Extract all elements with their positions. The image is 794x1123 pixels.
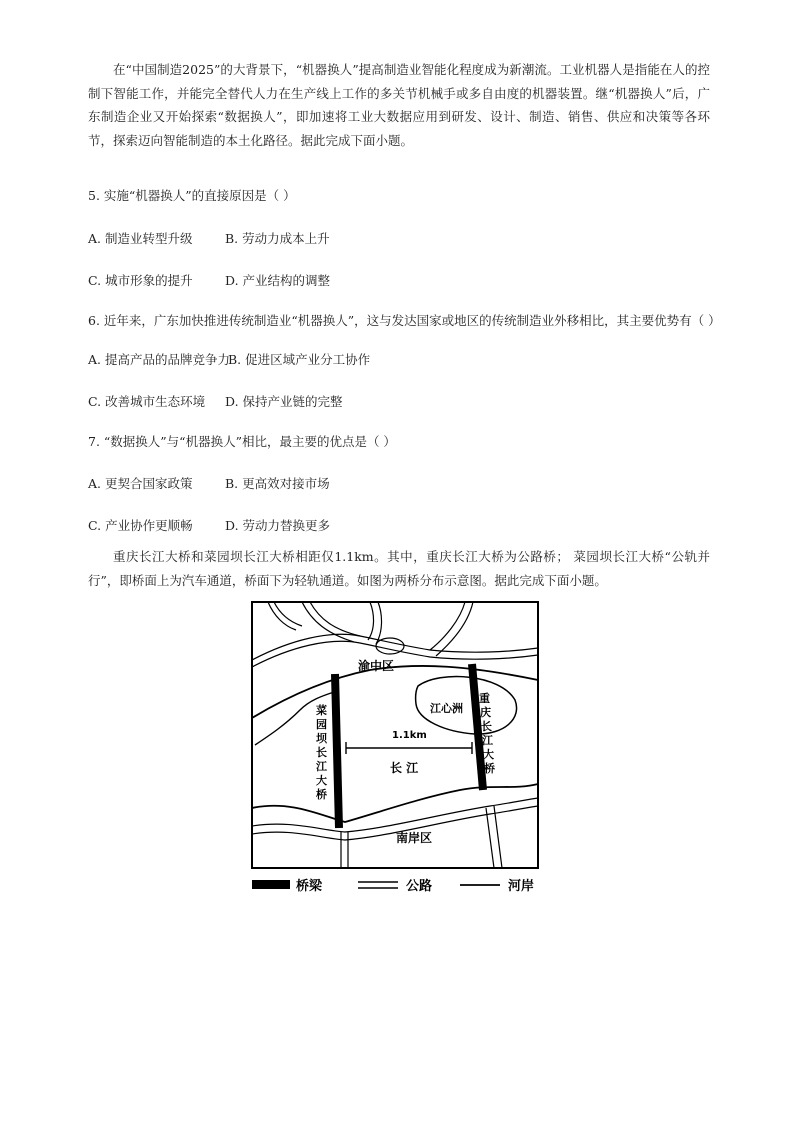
legend-bridge-swatch: [252, 880, 290, 889]
question-7-option-c: C. 产业协作更顺畅: [88, 518, 193, 533]
svg-text:江: 江: [316, 760, 327, 773]
legend-bank-label: 河岸: [508, 879, 535, 894]
svg-text:长: 长: [316, 746, 327, 759]
svg-text:菜: 菜: [316, 704, 327, 717]
svg-text:坝: 坝: [316, 732, 327, 745]
question-6-option-b: B. 促进区域产业分工协作: [228, 352, 371, 367]
legend-road-label: 公路: [406, 879, 433, 894]
question-6-option-c: C. 改善城市生态环境: [88, 394, 206, 409]
label-yuzhong: 渝中区: [358, 659, 395, 673]
label-river: 长 江: [390, 761, 419, 775]
svg-text:庆: 庆: [480, 706, 491, 719]
question-7-option-a: A. 更契合国家政策: [88, 476, 193, 491]
question-7-option-b: B. 更高效对接市场: [225, 476, 330, 491]
intro-paragraph-1: 在“中国制造2025”的大背景下，“机器换人”提高制造业智能化程度成为新潮流。工业机器人是指能在人的控制下智能工作，并能完全替代人力在生产线上工作的多关节机械手或多自由度的机器装置。继“机器换人”后，广东制造企业又开始探索“数据换人”，即加速将工业大数据应用到研发、设计、制造、销售、供应和决策等各环节，探索迈向智能制造的本土化路径。据此完成下面小题。: [88, 62, 710, 148]
question-6-option-a: A. 提高产品的品牌竞争力: [88, 352, 230, 367]
bridge-map-figure: [250, 600, 540, 900]
map-legend: [252, 878, 534, 894]
svg-text:重: 重: [479, 692, 490, 705]
bridge-map-svg: [250, 600, 540, 900]
question-6-option-d: D. 保持产业链的完整: [225, 394, 343, 409]
question-5-option-c: C. 城市形象的提升: [88, 273, 193, 288]
intro-paragraph-2: 重庆长江大桥和菜园坝长江大桥相距仅1.1km。其中，重庆长江大桥为公路桥； 菜园坝长江大桥“公轨并行”，即桥面上为汽车通道，桥面下为轻轨通道。如图为两桥分布示意图。据此完成下面小题。: [88, 549, 710, 588]
svg-text:大: 大: [483, 748, 494, 761]
question-5-option-b: B. 劳动力成本上升: [225, 231, 330, 246]
question-6-stem: 6. 近年来，广东加快推进传统制造业“机器换人”，这与发达国家或地区的传统制造业外移相比，其主要优势有（ ）: [88, 313, 721, 328]
caiyuanba-bridge: [335, 674, 339, 828]
svg-text:桥: 桥: [484, 762, 495, 775]
legend-bridge-label: 桥梁: [296, 879, 323, 894]
svg-text:江: 江: [482, 734, 493, 747]
question-5-option-a: A. 制造业转型升级: [88, 231, 193, 246]
svg-text:长: 长: [481, 720, 492, 733]
label-jiangxinzhou: 江心洲: [430, 702, 463, 715]
question-5-stem: 5. 实施“机器换人”的直接原因是（ ）: [88, 188, 296, 203]
question-5-option-d: D. 产业结构的调整: [225, 273, 331, 288]
label-nanan: 南岸区: [396, 831, 433, 845]
label-distance: 1.1km: [392, 730, 427, 741]
question-7-stem: 7. “数据换人”与“机器换人”相比，最主要的优点是（ ）: [88, 434, 396, 449]
svg-text:园: 园: [316, 718, 327, 731]
svg-text:桥: 桥: [316, 788, 327, 801]
question-7-option-d: D. 劳动力替换更多: [225, 518, 331, 533]
svg-text:大: 大: [316, 774, 327, 787]
label-caiyuanba-bridge: [315, 703, 328, 801]
